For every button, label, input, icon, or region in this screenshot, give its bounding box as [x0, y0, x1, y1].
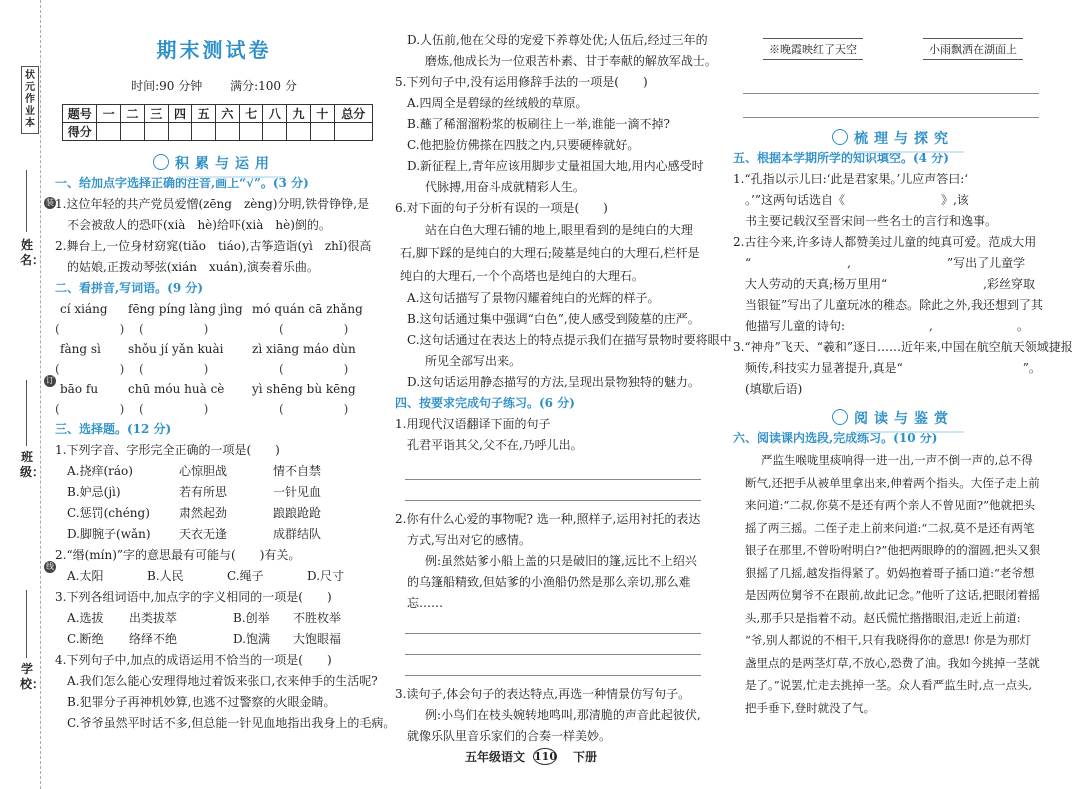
score-label: 满分:100 分	[230, 79, 297, 93]
score-header-cell: 五	[192, 105, 216, 123]
option: A.太阳	[67, 569, 104, 583]
answer-paren[interactable]: ( )	[55, 402, 125, 416]
option: A.这句话描写了景物闪耀着纯白的光辉的样子。	[407, 291, 660, 305]
binding-mark-3: 线	[46, 562, 54, 571]
answer-paren[interactable]: ( )	[279, 402, 349, 416]
answer-paren[interactable]: ( )	[279, 362, 349, 376]
option: 大饱眼福	[293, 632, 342, 646]
name-label: 姓名：	[20, 238, 45, 267]
option: C.这句话通过在表达上的特点提示我们在描写景物时要将眼中	[407, 333, 732, 347]
question-heading: 一、给加点字选择正确的注音,画上“√”。(3 分)	[55, 176, 309, 190]
question-line: 5.下列句子中,没有运用修辞手法的一项是( )	[395, 75, 648, 89]
pinyin: zì xiāng máo dùn	[252, 342, 356, 356]
flower-icon	[832, 129, 848, 145]
option-row	[55, 629, 373, 650]
page-number: 110	[534, 750, 557, 763]
name-line	[26, 170, 27, 232]
question-line: 3.“神舟”飞天、“羲和”逐日……近年来,中国在航空航天领域捷报	[733, 340, 1073, 354]
flower-icon	[153, 154, 169, 170]
pinyin: fàng sì	[60, 342, 101, 356]
answer-paren[interactable]: ( )	[139, 322, 209, 336]
option-row	[55, 482, 373, 503]
section-banner-reading	[733, 406, 1053, 426]
score-header-cell: 一	[97, 105, 121, 123]
school-label: 学校：	[20, 662, 45, 691]
pinyin: yì shēng bù kēng	[252, 382, 356, 396]
option: C.他把脸仿佛搽在四肢之内,只要硬棒就好。	[407, 138, 640, 152]
score-cell[interactable]	[121, 123, 145, 141]
score-header-cell: 总分	[334, 105, 372, 123]
pinyin-row	[55, 379, 373, 399]
question-line: 频传,科技实力显著提升,真是“ ”。	[745, 361, 1041, 375]
option: 天衣无逢	[179, 527, 228, 541]
question-line: 3.下列各组词语中,加点字的字义相同的一项是( )	[55, 590, 332, 604]
question-line: 2.古往今来,许多诗人都赞美过儿童的纯真可爱。范成大用	[733, 235, 1037, 249]
section-title: 梳理与探究	[854, 131, 954, 147]
class-label: 班级：	[20, 450, 45, 479]
question-line: 3.读句子,体会句子的表达特点,再选一种情景仿写句子。	[395, 687, 691, 701]
reading-passage-line: 断气,还把手从被单里拿出来,伸着两个指头。大侄子走上前	[745, 475, 1040, 490]
question-line: 孔君平诣其父,父不在,乃呼儿出。	[407, 438, 583, 452]
option: B.蘸了稀溜溜粉浆的板刷往上一举,谁能一滴不掉?	[407, 117, 670, 131]
question-line: 书主要记载汉至晋宋间一些名士的言行和逸事。	[745, 214, 998, 228]
quoted-passage: 站在白色大理石铺的地上,眼里看到的是纯白的大理	[425, 223, 693, 237]
score-cell[interactable]	[287, 123, 311, 141]
pinyin-row	[55, 339, 373, 359]
column-right	[733, 0, 1073, 789]
score-header-cell: 八	[263, 105, 287, 123]
answer-paren-row	[55, 319, 373, 339]
reading-passage-line: 是因两位舅爷不在跟前,故此记念。”他听了这话,把眼闭着摇	[745, 588, 1040, 602]
pinyin: chū móu huà cè	[128, 382, 225, 396]
score-header-cell: 七	[239, 105, 263, 123]
example-line: 例:虽然姑爹小船上盖的只是破旧的篷,远比不上绍兴	[425, 554, 697, 568]
answer-paren[interactable]: ( )	[139, 362, 209, 376]
reading-passage-line: 头,那手只是指着不动。赵氏慌忙揩揩眼泪,走近上前道:	[745, 610, 1021, 625]
question-line: 方式,写出对它的感情。	[407, 533, 531, 547]
binding-strip	[0, 0, 54, 789]
quoted-passage: 纯白的大理石,一个个高塔也是纯白的大理石。	[400, 269, 644, 283]
option: 磨炼,他成长为一位艰苦朴素、甘于奉献的解放军战士。	[425, 54, 717, 68]
column-middle	[395, 0, 732, 789]
score-cell[interactable]	[334, 123, 372, 141]
option: 出类拔萃	[129, 611, 178, 625]
question-heading: 二、看拼音,写词语。(9 分)	[55, 281, 204, 295]
score-cell[interactable]	[239, 123, 263, 141]
score-header-cell: 三	[144, 105, 168, 123]
option: B.妒忌(jì)	[67, 485, 121, 499]
section-title: 积累与运用	[175, 156, 275, 172]
reading-passage-line: 来问道:“二叔,你莫不是还有两个亲人不曾见面?”他就把头	[745, 498, 1035, 512]
reading-passage-line: 盏里点的是两茎灯草,不放心,恐费了油。我如今挑掉一茎就	[745, 655, 1040, 670]
option: B.人民	[147, 569, 184, 583]
question-line: 的姑娘,正拨动琴弦(xián xuán),演奏着乐曲。	[67, 260, 319, 274]
score-row-label: 得分	[63, 123, 97, 141]
scene-option: 小雨飘洒在湖面上	[923, 38, 1023, 60]
example-line: 的乌篷船精致,但姑爹的小渔船仍然是那么亲切,那么难	[407, 575, 691, 589]
reading-passage-line: 狠摇了几摇,越发指得紧了。奶妈抱着哥子插口道:“老爷想	[745, 565, 1035, 580]
page-title: 期末测试卷	[156, 38, 272, 62]
option: D.脚腕子(wǎn)	[67, 527, 151, 541]
option: D.这句话运用静态描写的方法,呈现出景物独特的魅力。	[407, 375, 700, 389]
option: 代脉搏,用奋斗成就精彩人生。	[425, 180, 585, 194]
option: 肃然起劲	[179, 506, 228, 520]
question-heading: 五、根据本学期所学的知识填空。(4 分)	[733, 151, 949, 165]
option: D.新征程上,青年应该用脚步丈量祖国大地,用内心感受时	[407, 159, 704, 173]
scene-options	[733, 0, 1053, 60]
question-line: 2.你有什么心爱的事物呢? 选一种,照样子,运用衬托的表达	[395, 512, 701, 526]
option-row	[55, 524, 373, 545]
option-row	[55, 503, 373, 524]
answer-line[interactable]	[405, 483, 701, 501]
option: 成群结队	[273, 527, 322, 541]
option: B.犯罪分子再神机妙算,也逃不过警察的火眼金睛。	[67, 695, 336, 709]
question-heading: 六、阅读课内选段,完成练习。(10 分)	[733, 431, 938, 445]
option-row	[55, 461, 373, 482]
score-cell[interactable]	[216, 123, 240, 141]
option-row	[55, 608, 373, 629]
option: C.爷爷虽然平时话不多,但总能一针见血地指出我身上的毛病。	[67, 716, 396, 730]
score-table	[62, 104, 373, 141]
time-label: 时间:90 分钟	[131, 79, 203, 93]
score-header-cell: 九	[287, 105, 311, 123]
brand-label: 状元作业本	[21, 66, 39, 134]
answer-line[interactable]	[743, 100, 1039, 118]
option: A.我们怎么能心安理得地过着饭来张口,衣来伸手的生活呢?	[67, 674, 378, 688]
question-line: 他描写儿童的诗句: , 。	[745, 319, 1029, 333]
question-heading: 三、选择题。(12 分)	[55, 422, 172, 436]
answer-paren[interactable]: ( )	[279, 322, 349, 336]
answer-paren[interactable]: ( )	[139, 402, 209, 416]
section-banner-accumulate	[55, 151, 373, 171]
question-line: 大人劳动的天真;杨万里用“ ,彩丝穿取	[745, 277, 1035, 291]
reading-passage-line: 把手垂下,登时就没了气。	[745, 700, 876, 715]
option: 一针见血	[273, 485, 322, 499]
example-line: 忘……	[407, 596, 444, 610]
question-line: 当银钲”写出了儿童玩冰的稚态。除此之外,我还想到了其	[745, 298, 1043, 312]
option: D.人伍前,他在父母的宠爱下养尊处优;人伍后,经过三年的	[407, 33, 708, 47]
question-line: 1.这位年轻的共产党员爱憎(zēng zèng)分明,铁骨铮铮,是	[55, 197, 370, 211]
option: 心惊胆战	[179, 464, 228, 478]
option: C.断绝	[67, 632, 104, 646]
pinyin-row	[55, 299, 373, 319]
option: A.四周全是碧绿的丝绒般的草原。	[407, 96, 588, 110]
school-line	[26, 590, 27, 658]
answer-line[interactable]	[405, 616, 701, 634]
pinyin: cí xiáng	[60, 302, 108, 316]
score-cell[interactable]	[310, 123, 334, 141]
answer-line[interactable]	[743, 76, 1039, 94]
quoted-passage: 石,脚下踩的是纯白的大理石;陵墓是纯白的大理石,栏杆是	[400, 246, 700, 260]
option: 不胜枚举	[293, 611, 342, 625]
option: B.创举	[233, 611, 270, 625]
score-header-cell: 题号	[63, 105, 97, 123]
option: 若有所思	[179, 485, 228, 499]
question-line: 1.下列字音、字形完全正确的一项是( )	[55, 443, 280, 457]
reading-passage-line: 是了。”说罢,忙走去挑掉一茎。众人看严监生时,点一点头,	[745, 678, 1033, 692]
question-line: 1.用现代汉语翻译下面的句子	[395, 417, 551, 431]
question-line: “ , ”写出了儿童学	[745, 256, 1026, 270]
class-line	[26, 380, 27, 446]
option: A.选拔	[67, 611, 104, 625]
score-cell[interactable]	[144, 123, 168, 141]
answer-paren-row	[55, 359, 373, 379]
option: D.尺寸	[307, 569, 345, 583]
answer-line[interactable]	[405, 637, 701, 655]
question-heading: 四、按要求完成句子练习。(6 分)	[395, 396, 575, 410]
example-line: 就像乐队里音乐家们的合奏一样美妙。	[407, 729, 612, 743]
exam-info	[55, 77, 373, 94]
option: 情不自禁	[273, 464, 322, 478]
reading-passage-line: 银子在那里,不曾吩咐明白?”他把两眼睁的的溜圆,把头又狠	[745, 543, 1041, 557]
option: C.惩罚(chéng)	[67, 506, 150, 520]
option: 络绎不绝	[129, 632, 178, 646]
option: C.绳子	[227, 569, 264, 583]
section-title: 阅读与鉴赏	[854, 411, 954, 427]
score-header-cell: 四	[168, 105, 192, 123]
scene-option: ※晚霞映红了天空	[763, 38, 863, 60]
question-line: 2.“缗(mín)”字的意思最有可能与( )有关。	[55, 548, 301, 562]
answer-paren[interactable]: ( )	[55, 322, 125, 336]
score-cell[interactable]	[97, 123, 121, 141]
question-line: 2.舞台上,一位身材窈窕(tiǎo tiáo),古筝造诣(yì zhǐ)很高	[55, 239, 372, 253]
score-header-cell: 十	[310, 105, 334, 123]
option: 踉踉跄跄	[273, 506, 322, 520]
option: A.挠痒(ráo)	[67, 464, 133, 478]
pinyin: bāo fu	[60, 382, 99, 396]
pinyin: shǒu jí yǎn kuài	[128, 342, 224, 356]
option: D.饱满	[233, 632, 271, 646]
question-line: 不会被敌人的恐吓(xià hè)给吓(xià hè)倒的。	[67, 218, 331, 232]
example-line: 例:小鸟们在枝头婉转地鸣叫,那清脆的声音此起彼伏,	[425, 708, 701, 722]
score-cell[interactable]	[168, 123, 192, 141]
answer-paren[interactable]: ( )	[55, 362, 125, 376]
score-cell[interactable]	[192, 123, 216, 141]
question-line: 4.下列句子中,加点的成语运用不恰当的一项是( )	[55, 653, 332, 667]
score-header-cell: 二	[121, 105, 145, 123]
option-row	[55, 566, 373, 587]
page-footer	[465, 748, 597, 765]
answer-line[interactable]	[405, 658, 701, 676]
footer-term: 下册	[573, 750, 598, 764]
pinyin: fēng píng làng jìng	[128, 302, 243, 316]
section-banner-sorting	[733, 126, 1053, 146]
reading-passage-line: 严监生喉咙里痰响得一进一出,一声不倒一声的,总不得	[761, 453, 1033, 467]
flower-icon	[832, 409, 848, 425]
reading-passage-line: “爷,别人都说的不相干,只有我晓得你的意思! 你是为那灯	[745, 633, 1031, 647]
column-left	[55, 0, 396, 789]
score-cell[interactable]	[263, 123, 287, 141]
reading-passage-line: 摇了两三摇。二侄子走上前来问道:“二叔,莫不是还有两笔	[745, 520, 1035, 535]
option: B.这句话通过集中强调“白色”,使人感受到陵墓的庄严。	[407, 312, 700, 326]
binding-dashed-line	[40, 0, 41, 789]
answer-line[interactable]	[405, 462, 701, 480]
score-header-cell: 六	[216, 105, 240, 123]
footer-grade: 五年级语文	[465, 750, 526, 764]
binding-mark-2: 订	[46, 376, 54, 385]
answer-paren-row	[55, 399, 373, 419]
question-line: 1.“孔指以示儿曰:‘此是君家果。’儿应声答曰:‘	[733, 172, 969, 186]
binding-mark-1: 装	[46, 198, 54, 207]
question-line: (填歇后语)	[745, 382, 803, 396]
question-line: 。’”这两句话选自《 》,该	[745, 193, 969, 207]
question-line: 6.对下面的句子分析有误的一项是( )	[395, 201, 608, 215]
option: 所见全部写出来。	[425, 354, 522, 368]
pinyin: mó quán cā zhǎng	[252, 302, 363, 316]
